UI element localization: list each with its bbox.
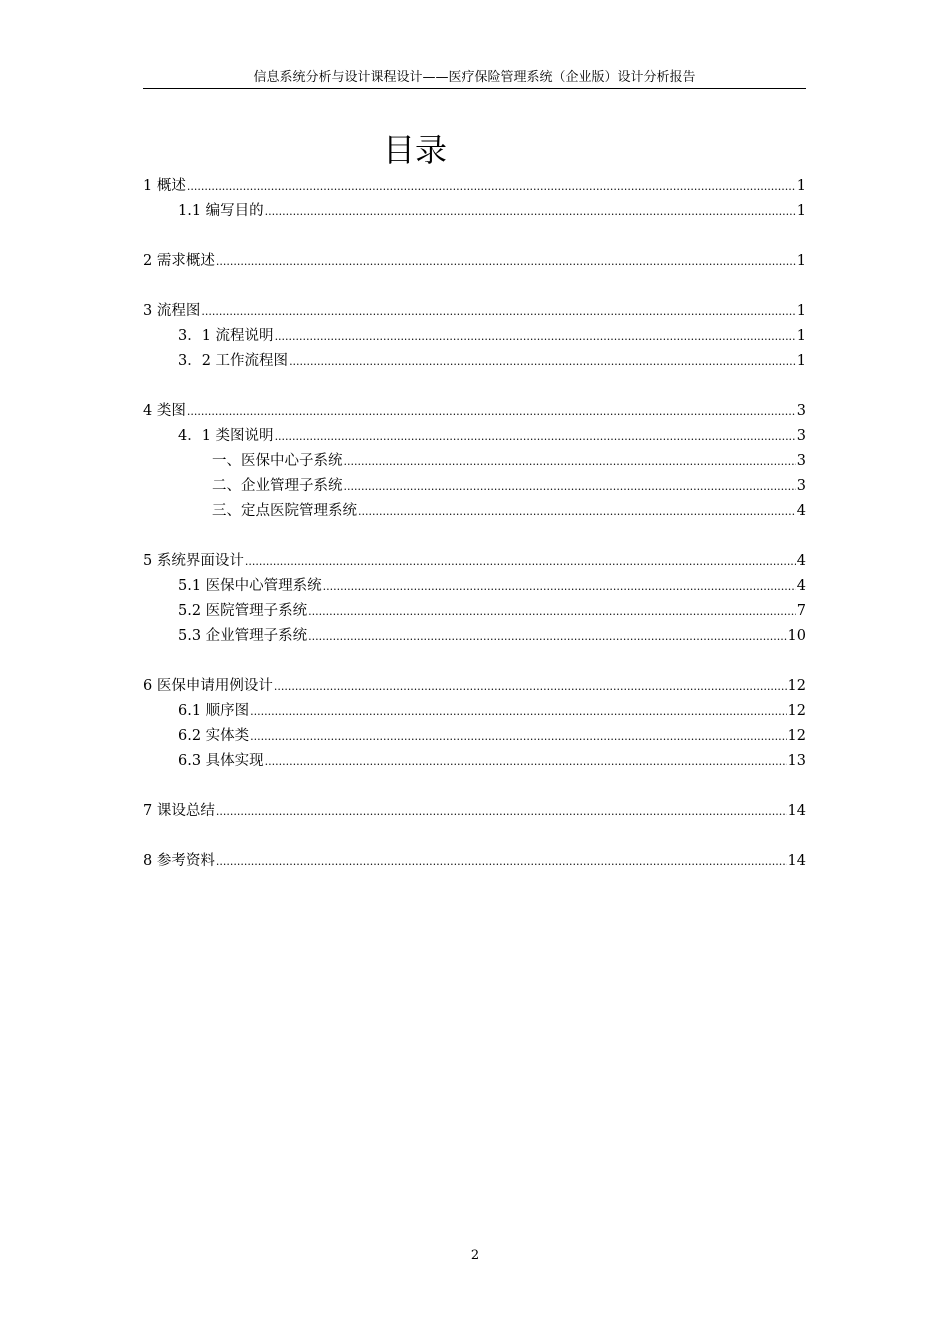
toc-leader-dots (216, 849, 787, 874)
toc-entry-text: 5.2 医院管理子系统 (178, 603, 308, 619)
toc-entry-page: 12 (787, 678, 806, 694)
toc-entry-page: 1 (796, 353, 806, 369)
toc-entry-text: 3 流程图 (143, 303, 201, 319)
toc-entry-text: 3．2 工作流程图 (178, 353, 289, 369)
toc-leader-dots (358, 499, 796, 524)
toc-entry-page: 3 (796, 453, 806, 469)
toc-entry-text: 6.3 具体实现 (178, 753, 264, 769)
toc-entry-text: 6.2 实体类 (178, 728, 250, 744)
toc-leader-dots (216, 249, 796, 274)
toc-entry-text: 7 课设总结 (143, 803, 215, 819)
toc-leader-dots (275, 324, 796, 349)
toc-entry[interactable] (143, 424, 806, 449)
toc-entry[interactable] (143, 349, 806, 374)
toc-entry-page: 4 (796, 503, 806, 519)
toc-entry-page: 1 (796, 178, 806, 194)
toc-leader-dots (289, 349, 796, 374)
toc-entry-page: 4 (796, 578, 806, 594)
toc-entry-text: 2 需求概述 (143, 253, 215, 269)
toc-entry-text: 3．1 流程说明 (178, 328, 274, 344)
toc-entry[interactable] (143, 299, 806, 324)
toc-entry-page: 1 (796, 253, 806, 269)
toc-entry-page: 1 (796, 328, 806, 344)
page-number: 2 (470, 1248, 480, 1263)
toc-leader-dots (274, 674, 787, 699)
toc-entry-text: 1.1 编写目的 (178, 203, 264, 219)
toc-entry-page: 3 (796, 403, 806, 419)
toc-entry[interactable] (143, 324, 806, 349)
toc-entry[interactable] (143, 199, 806, 224)
toc-leader-dots (216, 799, 787, 824)
toc-entry[interactable] (143, 674, 806, 699)
toc-entry-text: 4．1 类图说明 (178, 428, 274, 444)
toc-entry-text: 5.1 医保中心管理系统 (178, 578, 322, 594)
toc-leader-dots (323, 574, 796, 599)
toc-entry[interactable] (143, 849, 806, 874)
toc-leader-dots (245, 549, 796, 574)
toc-entry-page: 12 (787, 728, 806, 744)
toc-entry[interactable] (143, 599, 806, 624)
toc-entry-text: 4 类图 (143, 403, 186, 419)
toc-leader-dots (250, 724, 786, 749)
toc-entry-page: 14 (787, 853, 806, 869)
toc-leader-dots (275, 424, 796, 449)
toc-entry-text: 5.3 企业管理子系统 (178, 628, 308, 644)
toc-leader-dots (308, 599, 796, 624)
toc-leader-dots (265, 199, 796, 224)
toc-entry[interactable] (143, 474, 806, 499)
toc-leader-dots (250, 699, 786, 724)
toc-entry-page: 1 (796, 303, 806, 319)
toc-entry-page: 12 (787, 703, 806, 719)
toc-entry[interactable] (143, 574, 806, 599)
toc-entry-page: 13 (787, 753, 806, 769)
toc-entry-text: 6 医保申请用例设计 (143, 678, 273, 694)
toc-entry-text: 一、医保中心子系统 (212, 453, 343, 469)
toc-leader-dots (308, 624, 786, 649)
toc-entry[interactable] (143, 549, 806, 574)
toc-leader-dots (187, 399, 796, 424)
toc-entry-text: 二、企业管理子系统 (212, 478, 343, 494)
toc-entry[interactable] (143, 624, 806, 649)
toc-entry[interactable] (143, 499, 806, 524)
toc-entry[interactable] (143, 799, 806, 824)
toc-entry[interactable] (143, 249, 806, 274)
toc-leader-dots (344, 474, 796, 499)
toc-entry-page: 1 (796, 203, 806, 219)
toc-entry-page: 3 (796, 428, 806, 444)
toc-entry-text: 1 概述 (143, 178, 186, 194)
toc-entry[interactable] (143, 699, 806, 724)
toc-entry[interactable] (143, 749, 806, 774)
toc-entry-page: 3 (796, 478, 806, 494)
toc-leader-dots (265, 749, 787, 774)
toc-entry-text: 6.1 顺序图 (178, 703, 250, 719)
toc-entry-text: 8 参考资料 (143, 853, 215, 869)
toc-entry[interactable] (143, 449, 806, 474)
toc-entry[interactable] (143, 724, 806, 749)
toc-leader-dots (201, 299, 795, 324)
toc-entry-page: 10 (787, 628, 806, 644)
toc-leader-dots (187, 174, 796, 199)
toc-entry-page: 7 (796, 603, 806, 619)
page-header: 信息系统分析与设计课程设计——医疗保险管理系统（企业版）设计分析报告 (143, 68, 806, 89)
toc-entry-text: 三、定点医院管理系统 (212, 503, 357, 519)
toc-title: 目录 (382, 131, 447, 169)
toc-entry-page: 14 (787, 803, 806, 819)
toc-entry-text: 5 系统界面设计 (143, 553, 244, 569)
table-of-contents (143, 174, 806, 874)
toc-entry[interactable] (143, 399, 806, 424)
toc-entry[interactable] (143, 174, 806, 199)
toc-leader-dots (344, 449, 796, 474)
toc-entry-page: 4 (796, 553, 806, 569)
